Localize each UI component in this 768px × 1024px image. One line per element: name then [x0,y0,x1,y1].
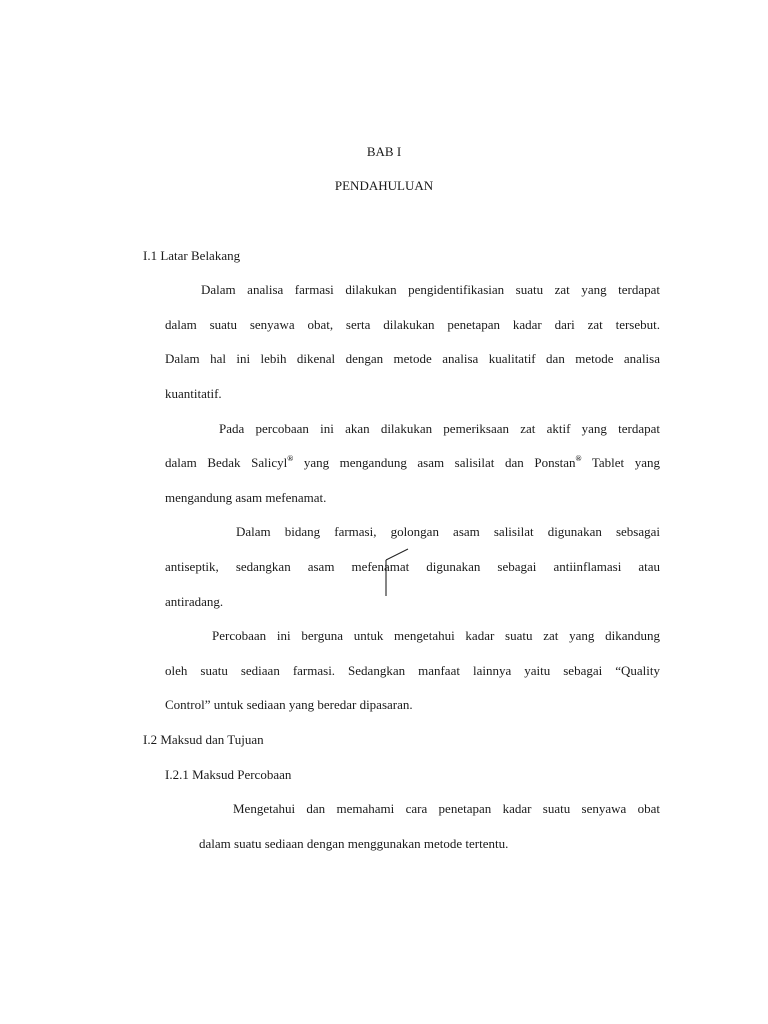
text-run: yang mengandung asam salisilat dan Ponstan [293,455,576,470]
paragraph-line: Control” untuk sediaan yang beredar dipasaran. [165,697,413,712]
registered-mark: ® [575,455,582,463]
paragraph-line: Mengetahui dan memahami cara penetapan kadar suatu senyawa obat [233,801,660,816]
paragraph-line: kuantitatif. [165,386,222,401]
subsection-heading-maksud-percobaan: I.2.1 Maksud Percobaan [165,767,292,782]
section-heading-maksud-tujuan: I.2 Maksud dan Tujuan [143,732,264,747]
paragraph-line: antiradang. [165,594,224,609]
paragraph-line: mengandung asam mefenamat. [165,490,327,505]
paragraph-line: dalam suatu senyawa obat, serta dilakukan penetapan kadar dari zat tersebut. [165,317,660,332]
paragraph-line-with-trademarks [165,455,660,471]
text-run: dalam Bedak Salicyl [165,455,288,470]
paragraph-line: oleh suatu sediaan farmasi. Sedangkan manfaat lainnya yaitu sebagai “Quality [165,663,660,678]
chapter-title: PENDAHULUAN [334,178,434,193]
paragraph-line: antiseptik, sedangkan asam mefenamat digunakan sebagai antiinflamasi atau [165,559,660,574]
registered-mark: ® [287,455,294,463]
text-run: Tablet yang [581,455,660,470]
paragraph-line: Dalam hal ini lebih dikenal dengan metode analisa kualitatif dan metode analisa [165,351,660,366]
section-heading-latar-belakang: I.1 Latar Belakang [143,248,241,263]
paragraph-line: dalam suatu sediaan dengan menggunakan metode tertentu. [199,836,509,851]
paragraph-line: Percobaan ini berguna untuk mengetahui kadar suatu zat yang dikandung [212,628,660,643]
paragraph-line: Dalam bidang farmasi, golongan asam salisilat digunakan sebsagai [236,524,660,539]
paragraph-line: Dalam analisa farmasi dilakukan pengidentifikasian suatu zat yang terdapat [201,282,660,297]
paragraph-line: Pada percobaan ini akan dilakukan pemeriksaan zat aktif yang terdapat [219,421,660,436]
edit-mark-icon [384,548,410,596]
chapter-number: BAB I [366,144,402,159]
